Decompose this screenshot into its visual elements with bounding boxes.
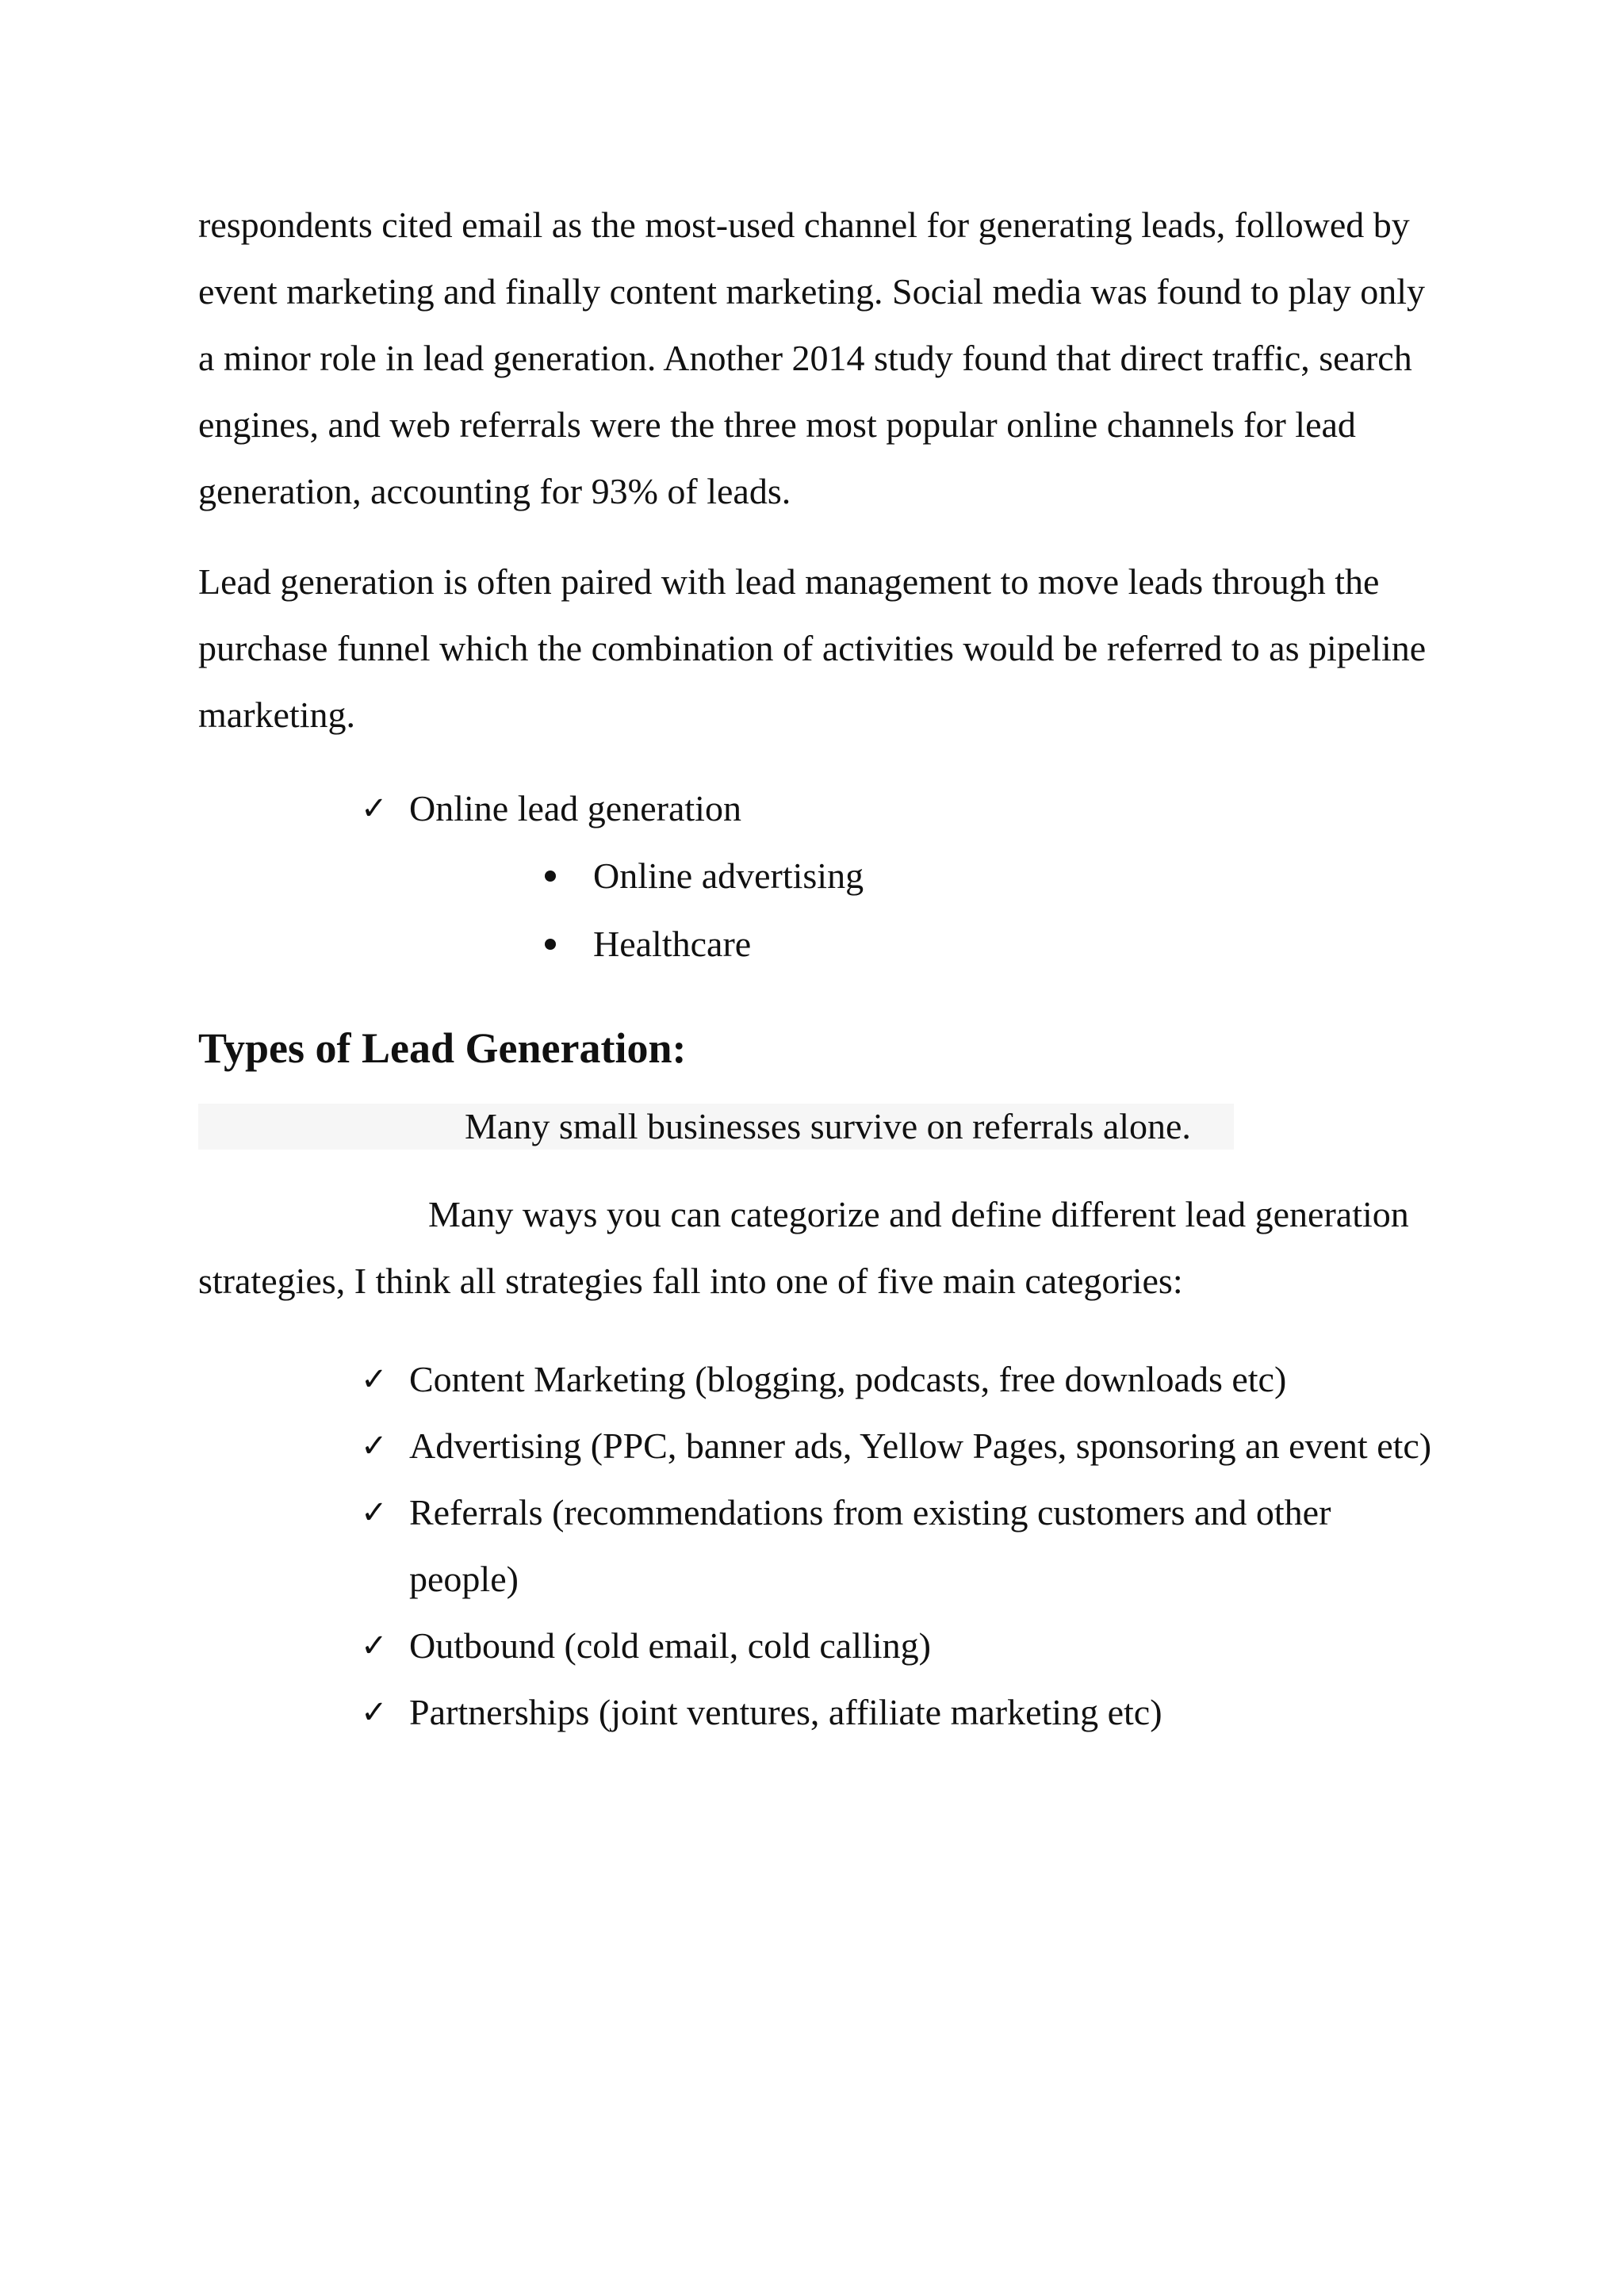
online-lead-sublist	[198, 842, 1451, 978]
check-icon: ✓	[361, 1628, 388, 1664]
check-item-label: Online lead generation	[409, 788, 741, 828]
check-item-label: Outbound (cold email, cold calling)	[409, 1625, 931, 1666]
check-list-item	[198, 1479, 1440, 1613]
section-heading: Types of Lead Generation:	[198, 1024, 687, 1072]
check-item-label: Partnerships (joint ventures, affiliate marketing etc)	[409, 1692, 1162, 1732]
check-item-label: Advertising (PPC, banner ads, Yellow Pages, sponsoring an event etc)	[409, 1425, 1432, 1466]
bullet-item-label: Healthcare	[593, 924, 752, 964]
bullet-item-label: Online advertising	[593, 855, 864, 896]
highlighted-quote: Many small businesses survive on referrals alone.	[198, 1104, 1234, 1150]
check-item-label: Referrals (recommendations from existing customers and other people)	[409, 1492, 1331, 1599]
check-item-label: Content Marketing (blogging, podcasts, free downloads etc)	[409, 1359, 1287, 1399]
categories-checklist	[198, 1346, 1451, 1746]
check-icon: ✓	[361, 790, 388, 827]
document-page	[198, 192, 1451, 1746]
lead-generation-checklist	[198, 775, 1451, 842]
check-list-item	[198, 775, 1448, 842]
check-list-item	[198, 1679, 1440, 1746]
bullet-icon	[545, 939, 556, 950]
check-icon: ✓	[361, 1694, 388, 1731]
paragraph-lead-channels: respondents cited email as the most-used channel for generating leads, followed by event marketing and finally content marketing. Social media was found to play only a minor role in lead generation. Another 2014 study found that direct traffic, search engines, and web referrals were the three most popular online channels for lead generation, accounting for 93% of leads.	[198, 205, 1425, 511]
check-icon: ✓	[361, 1494, 388, 1531]
bullet-list-item	[198, 910, 1451, 978]
check-icon: ✓	[361, 1428, 388, 1464]
bullet-icon	[545, 871, 556, 882]
check-list-item	[198, 1613, 1440, 1679]
bullet-list-item	[198, 842, 1451, 910]
paragraph-lead-management: Lead generation is often paired with lead management to move leads through the purchase funnel which the combination of activities would be referred to as pipeline marketing.	[198, 561, 1427, 735]
paragraph-categories-intro: Many ways you can categorize and define different lead generation strategies, I think all strategies fall into one of five main categories:	[198, 1194, 1409, 1301]
check-list-item	[198, 1413, 1440, 1479]
check-icon: ✓	[361, 1361, 388, 1398]
check-list-item	[198, 1346, 1440, 1413]
